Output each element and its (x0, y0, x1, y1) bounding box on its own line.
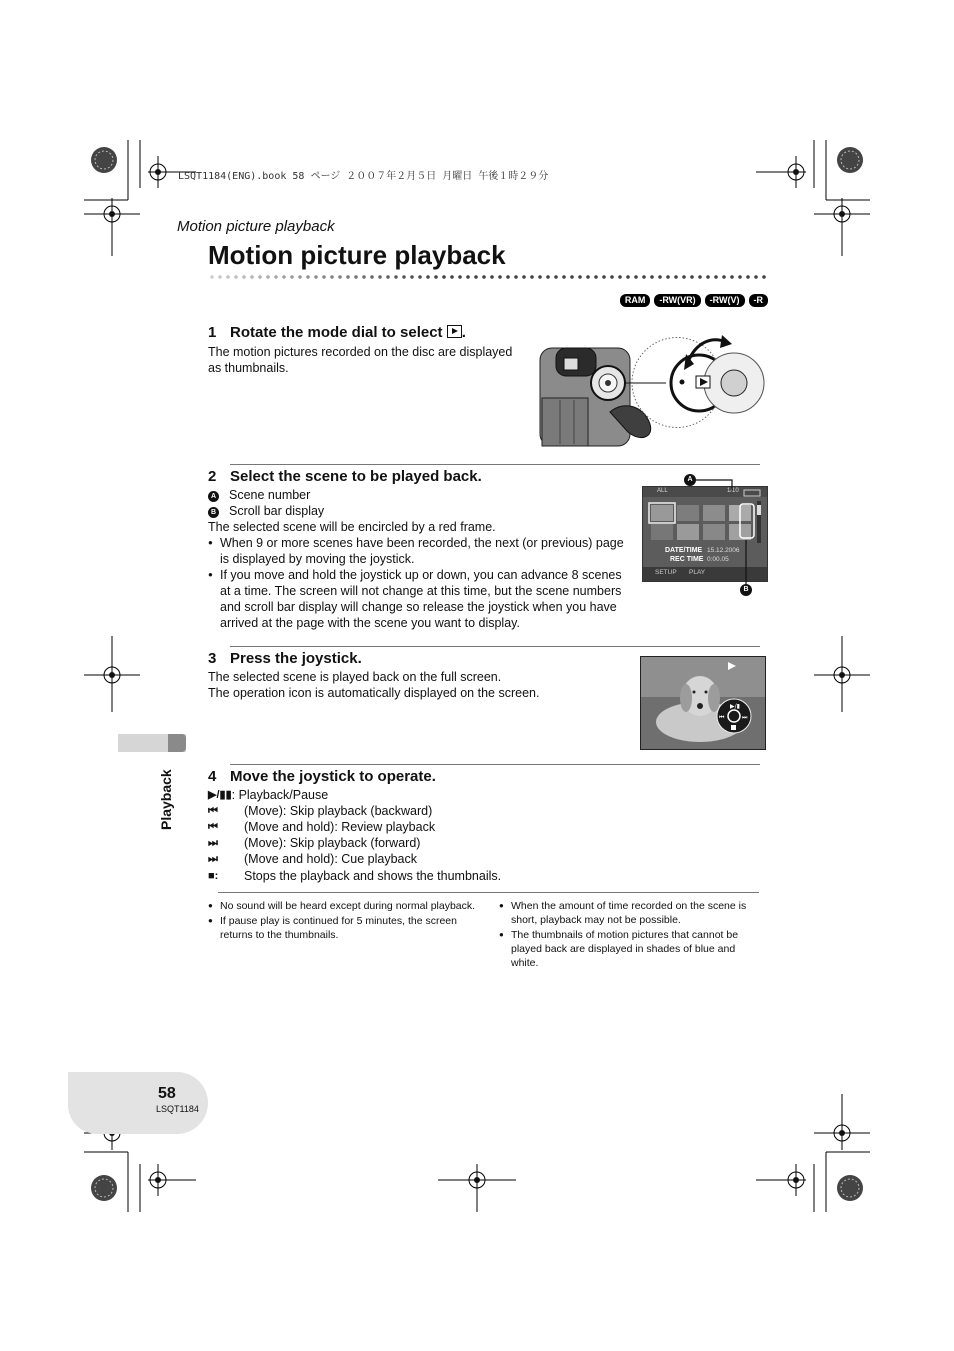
label-a-row (208, 487, 632, 503)
dog-playback-screen (640, 656, 766, 750)
op-skip-backward-text: (Move): Skip playback (backward) (244, 804, 433, 818)
op-skip-forward-text: (Move): Skip playback (forward) (244, 836, 421, 850)
label-b-marker: B (208, 507, 219, 518)
step-2-heading (208, 468, 632, 485)
screen-rec-label: REC TIME (670, 556, 704, 563)
svg-text:⏭: ⏭ (742, 714, 748, 721)
page-number-background (68, 1072, 208, 1134)
op-review (208, 819, 628, 835)
disc-type-badges (620, 294, 768, 307)
note-left-2: ● If pause play is continued for 5 minutes, the screen returns to the thumbnails. (208, 914, 478, 942)
step-3-line-2: The operation icon is automatically displayed on the screen. (208, 686, 540, 700)
screen-date-value: 15.12.2006 (707, 547, 740, 554)
step-number: 4 (208, 768, 217, 785)
label-a-text: Scene number (229, 488, 311, 502)
badge-r: -R (749, 294, 769, 307)
op-review-text: (Move and hold): Review playback (244, 820, 436, 834)
review-icon: ⏮ (208, 821, 218, 833)
op-skip-forward (208, 835, 628, 851)
op-play-pause (208, 787, 628, 803)
step-2 (208, 468, 632, 631)
dotted-rule-fade (208, 274, 438, 280)
page-code: LSQT1184 (156, 1104, 199, 1114)
note-right-1: ● When the amount of time recorded on the scene is short, playback may not be possible. (499, 899, 765, 927)
screen-rec-value: 0:00.05 (707, 556, 729, 563)
step-1-heading-period: . (461, 324, 466, 341)
step-3-heading-text: Press the joystick. (230, 650, 362, 667)
badge-rw-v: -RW(V) (705, 294, 745, 307)
svg-text:▶/▮: ▶/▮ (730, 703, 740, 710)
op-skip-backward (208, 803, 628, 819)
skip-backward-icon: ⏮ (208, 805, 218, 817)
skip-forward-icon: ⏭ (208, 837, 218, 849)
step-divider-2 (230, 646, 760, 647)
running-head: Motion picture playback (177, 218, 335, 235)
note-right-2: ● The thumbnails of motion pictures that cannot be played back are displayed in shades of blue and white. (499, 928, 765, 970)
step-1-body: The motion pictures recorded on the disc are displayed as thumbnails. (208, 345, 513, 375)
note-left-1: ● No sound will be heard except during normal playback. (208, 899, 478, 913)
op-stop (208, 868, 628, 884)
step-number: 2 (208, 468, 217, 485)
step-3 (208, 650, 628, 701)
step-2-bullet-2: ● If you move and hold the joystick up or down, you can advance 8 scenes at a time. The screen will not change at this time, but the scene numbers and scroll bar display will change so release the joystick when you have arrived at the page with the scene you want to display. (208, 567, 632, 631)
section-tab (118, 734, 186, 752)
notes-divider (218, 892, 759, 893)
notes-right (499, 899, 765, 970)
screen-scene-number: 1/10 (727, 488, 739, 494)
screen-setup-label: SETUP (655, 569, 677, 576)
step-2-heading-text: Select the scene to be played back. (230, 468, 482, 485)
play-mode-icon (447, 325, 462, 338)
step-1-heading-text: Rotate the mode dial to select (230, 324, 443, 341)
step-number: 3 (208, 650, 217, 667)
step-number: 1 (208, 324, 217, 341)
notes-left (208, 899, 478, 942)
section-tab-marker (168, 734, 186, 752)
step-3-line-1: The selected scene is played back on the full screen. (208, 670, 502, 684)
op-play-pause-text: : Playback/Pause (231, 788, 329, 802)
print-header-line: LSQT1184(ENG).book 58 ページ ２００７年２月５日 月曜日 午後１時２９分 (178, 171, 549, 182)
step-3-heading (208, 650, 628, 667)
svg-text:⏮: ⏮ (719, 714, 725, 721)
callout-a-marker: A (684, 474, 696, 486)
step-divider-3 (230, 764, 760, 765)
step-1-heading (208, 324, 528, 341)
op-cue-text: (Move and hold): Cue playback (244, 852, 418, 866)
op-cue (208, 851, 628, 867)
label-a-marker: A (208, 491, 219, 502)
play-pause-icon: ▶/▮▮ (208, 789, 232, 801)
label-b-row (208, 503, 632, 519)
callout-b-marker: B (740, 584, 752, 596)
step-4 (208, 768, 628, 884)
page-title: Motion picture playback (208, 240, 506, 270)
step-1 (208, 324, 528, 376)
page-number: 58 (158, 1085, 176, 1102)
badge-rw-vr: -RW(VR) (654, 294, 700, 307)
step-4-heading-text: Move the joystick to operate. (230, 768, 436, 785)
callout-lines (680, 470, 770, 600)
step-4-heading (208, 768, 628, 785)
badge-ram: RAM (620, 294, 651, 307)
screen-play-label: PLAY (689, 569, 706, 576)
cue-icon: ⏭ (208, 853, 218, 865)
camera-mode-dial-illustration (536, 326, 768, 450)
stop-icon: ■: (208, 870, 219, 882)
screen-date-label: DATE/TIME (665, 547, 703, 554)
screen-all-label: ALL (657, 488, 668, 494)
step-2-bullet-1: ● When 9 or more scenes have been recorded, the next (or previous) page is displayed by moving the joystick. (208, 535, 632, 567)
label-b-text: Scroll bar display (229, 504, 325, 518)
op-stop-text: Stops the playback and shows the thumbnails. (244, 869, 502, 883)
step-divider-1 (230, 464, 760, 465)
section-side-label: Playback (158, 769, 174, 830)
step-2-line: The selected scene will be encircled by a red frame. (208, 520, 496, 534)
